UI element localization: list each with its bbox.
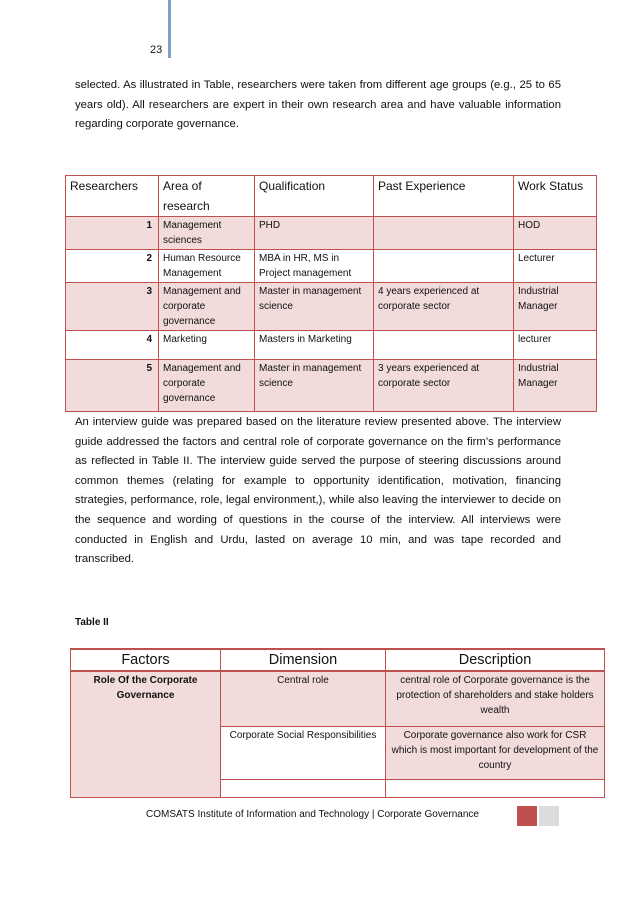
qualification: PHD	[255, 217, 374, 250]
table-row	[66, 331, 597, 360]
past-experience	[374, 217, 514, 250]
work-status: lecturer	[514, 331, 597, 360]
work-status: Lecturer	[514, 250, 597, 283]
research-area: Human Resource Management	[159, 250, 255, 283]
researcher-number: 1	[66, 217, 159, 250]
table-row	[66, 360, 597, 412]
dimension-cell: Central role	[221, 671, 386, 726]
past-experience: 4 years experienced at corporate sector	[374, 283, 514, 331]
research-area: Marketing	[159, 331, 255, 360]
researchers-table	[65, 175, 597, 412]
table-row	[66, 250, 597, 283]
col-header-dimension: Dimension	[221, 649, 386, 671]
researcher-number: 2	[66, 250, 159, 283]
table-row	[71, 671, 605, 726]
factors-table	[70, 648, 605, 798]
work-status: Industrial Manager	[514, 360, 597, 412]
research-area: Management and corporate governance	[159, 283, 255, 331]
researcher-number: 5	[66, 360, 159, 412]
past-experience	[374, 331, 514, 360]
col-header-description: Description	[386, 649, 605, 671]
empty-cell	[386, 779, 605, 797]
research-area: Management and corporate governance	[159, 360, 255, 412]
empty-cell	[221, 779, 386, 797]
page-footer: COMSATS Institute of Information and Technology | Corporate Governance	[146, 809, 479, 820]
past-experience	[374, 250, 514, 283]
page-number: 23	[150, 44, 163, 56]
factor-cell: Role Of the Corporate Governance	[71, 671, 221, 797]
dimension-cell: Corporate Social Responsibilities	[221, 726, 386, 779]
qualification: Master in management science	[255, 283, 374, 331]
researcher-number: 3	[66, 283, 159, 331]
footer-gray-block	[539, 806, 559, 826]
work-status: HOD	[514, 217, 597, 250]
interview-guide-paragraph: An interview guide was prepared based on the literature review presented above. The interview guide addressed the factors and central role of corporate governance on the firm’s performance as reflected in Table II. The interview guide served the purpose of steering discussions around common themes (relating for example to opportunity identification, motivation, financing strategies, performance, role, legal environment,), while also leaving the interviewer to decide on the sequence and wording of questions in the course of the interview. All interviews were conducted in English and Urdu, lasted on average 10 min, and was tape recorded and transcribed.	[75, 416, 561, 566]
qualification: MBA in HR, MS in Project management	[255, 250, 374, 283]
qualification: Master in management science	[255, 360, 374, 412]
header-rule	[168, 0, 171, 58]
col-header-qualification: Qualification	[255, 176, 374, 217]
col-header-area: Area of research	[159, 176, 255, 217]
research-area: Management sciences	[159, 217, 255, 250]
table-row	[66, 217, 597, 250]
past-experience: 3 years experienced at corporate sector	[374, 360, 514, 412]
col-header-researchers: Researchers	[66, 176, 159, 217]
researcher-number: 4	[66, 331, 159, 360]
col-header-factors: Factors	[71, 649, 221, 671]
qualification: Masters in Marketing	[255, 331, 374, 360]
description-cell: central role of Corporate governance is the protection of shareholders and stake holders wealth	[386, 671, 605, 726]
table-row	[66, 283, 597, 331]
table-ii-label: Table II	[75, 617, 109, 628]
description-cell: Corporate governance also work for CSR which is most important for development of the country	[386, 726, 605, 779]
factors-table-header	[71, 649, 605, 671]
work-status: Industrial Manager	[514, 283, 597, 331]
footer-accent-block	[517, 806, 537, 826]
col-header-status: Work Status	[514, 176, 597, 217]
intro-paragraph: selected. As illustrated in Table, researchers were taken from different age groups (e.g., 25 to 65 years old). All researchers are expert in their own research area and have valuable information regarding corporate governance.	[75, 79, 561, 131]
researchers-table-header	[66, 176, 597, 217]
col-header-experience: Past Experience	[374, 176, 514, 217]
